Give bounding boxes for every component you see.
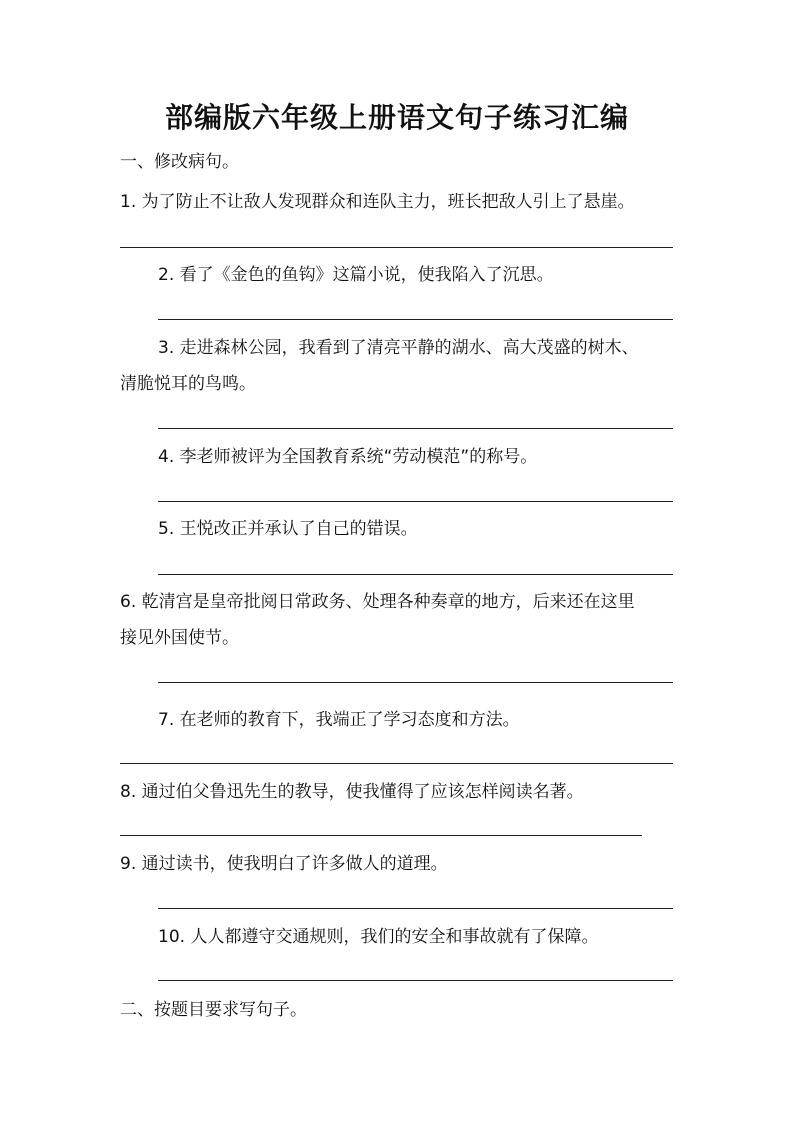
section-heading-1: 一、修改病句。 bbox=[120, 152, 239, 172]
question-6-line-2: 接见外国使节。 bbox=[120, 628, 239, 648]
answer-line-3 bbox=[158, 428, 673, 429]
page-title: 部编版六年级上册语文句子练习汇编 bbox=[164, 101, 629, 134]
section-heading-2: 二、按题目要求写句子。 bbox=[120, 1000, 307, 1020]
question-5: 5. 王悦改正并承认了自己的错误。 bbox=[158, 519, 418, 539]
question-1: 1. 为了防止不让敌人发现群众和连队主力，班长把敌人引上了悬崖。 bbox=[120, 192, 635, 212]
question-2: 2. 看了《金色的鱼钩》这篇小说，使我陷入了沉思。 bbox=[158, 265, 554, 285]
question-8: 8. 通过伯父鲁迅先生的教导，使我懂得了应该怎样阅读名著。 bbox=[120, 782, 584, 802]
answer-line-5 bbox=[158, 574, 673, 575]
question-3-line-2: 清脆悦耳的鸟鸣。 bbox=[120, 374, 256, 394]
question-7: 7. 在老师的教育下，我端正了学习态度和方法。 bbox=[158, 710, 520, 730]
answer-line-2 bbox=[158, 319, 673, 320]
question-10: 10. 人人都遵守交通规则，我们的安全和事故就有了保障。 bbox=[158, 927, 599, 947]
answer-line-10 bbox=[158, 980, 673, 981]
answer-line-9 bbox=[158, 908, 673, 909]
answer-line-1 bbox=[120, 247, 673, 248]
question-9: 9. 通过读书，使我明白了许多做人的道理。 bbox=[120, 854, 448, 874]
question-3-line-1: 3. 走进森林公园，我看到了清亮平静的湖水、高大茂盛的树木、 bbox=[158, 338, 639, 358]
answer-line-8 bbox=[120, 835, 642, 836]
answer-line-6 bbox=[158, 682, 673, 683]
question-4: 4. 李老师被评为全国教育系统“劳动模范”的称号。 bbox=[158, 447, 538, 467]
answer-line-4 bbox=[158, 501, 673, 502]
question-6-line-1: 6. 乾清宫是皇帝批阅日常政务、处理各种奏章的地方，后来还在这里 bbox=[120, 592, 635, 612]
answer-line-7 bbox=[120, 763, 673, 764]
